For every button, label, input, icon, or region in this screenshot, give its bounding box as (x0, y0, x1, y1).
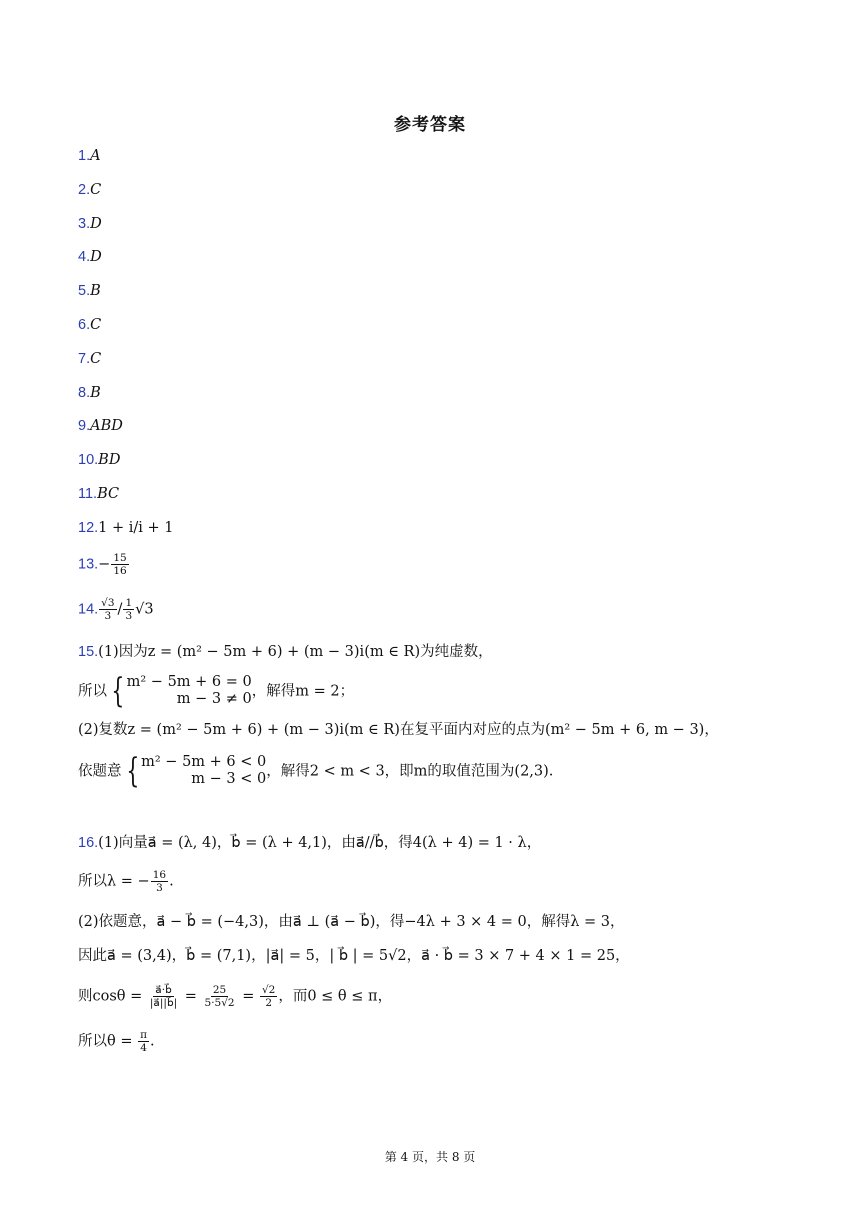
system-row: m² − 5m + 6 = 0 (126, 674, 252, 690)
numerator: 16 (152, 869, 167, 881)
answer-line (78, 217, 102, 232)
q15-line-2 (78, 671, 355, 712)
question-number: 10. (78, 452, 99, 468)
fraction (260, 984, 277, 1009)
question-number: 4. (78, 249, 91, 265)
denominator: 5·5√2 (204, 997, 235, 1010)
answer-line (78, 149, 101, 164)
answer-line (78, 183, 101, 198)
q16-text-2-suffix: . (169, 873, 174, 890)
brace-icon: { (111, 671, 125, 712)
q15-text-4-suffix: ，解得2 < m < 3，即m的取值范围为(2,3). (266, 763, 554, 780)
denominator: 3 (104, 610, 112, 623)
minus-sign: − (98, 556, 111, 573)
question-number: 14. (78, 601, 99, 618)
denominator: |a⃗||b⃗| (149, 997, 178, 1010)
answer-text: C (90, 317, 102, 333)
question-number: 3. (78, 216, 91, 232)
answer-line (78, 419, 123, 434)
fraction (148, 984, 179, 1009)
page-footer: 第 4 页，共 8 页 (384, 1150, 476, 1164)
q16-text-2-prefix: 所以λ = − (78, 873, 150, 890)
numerator: a⃗·b⃗ (155, 984, 172, 996)
q15-text-1: (1)因为z = (m² − 5m + 6) + (m − 3)i(m ∈ R)为纯虚数， (98, 644, 493, 660)
q15-text-2-prefix: 所以 (78, 683, 107, 700)
q15-text-4-prefix: 依题意 (78, 763, 122, 780)
answer-text: D (90, 249, 102, 265)
q15-line-1 (78, 645, 493, 660)
fraction (99, 597, 116, 622)
numerator: 25 (212, 984, 227, 996)
q15-line-3 (78, 723, 719, 738)
question-number: 12. (78, 520, 99, 536)
answer-tail: √3 (135, 601, 154, 618)
fraction (138, 1029, 149, 1054)
separator: / (117, 601, 123, 618)
numerator: √2 (261, 984, 276, 996)
answer-line (78, 487, 119, 502)
answer-line (78, 352, 101, 367)
q16-line-3 (78, 915, 625, 930)
denominator: 3 (156, 882, 163, 895)
question-number: 13. (78, 556, 99, 573)
answer-line (78, 386, 101, 401)
answer-line (78, 284, 101, 299)
denominator: 3 (125, 610, 133, 623)
numerator: 1 (125, 597, 133, 609)
inequality-system (122, 751, 267, 792)
numerator: 15 (113, 552, 127, 564)
question-number: 16. (78, 835, 99, 851)
question-number: 6. (78, 317, 91, 333)
answer-text: BD (98, 452, 121, 468)
q15-line-4 (78, 751, 554, 792)
q16-line-4 (78, 949, 630, 964)
answer-line (78, 453, 120, 468)
system-row: m − 3 ≠ 0 (176, 691, 252, 708)
q15-text-2-suffix: ，解得m = 2； (251, 683, 355, 700)
brace-icon: { (125, 751, 139, 792)
denominator: 2 (265, 997, 272, 1010)
answer-line (78, 318, 101, 333)
q16-text-1: (1)向量a⃗ = (λ, 4)，b⃗ = (λ + 4,1)，由a⃗//b⃗，得4(λ + 4) = 1 · λ， (98, 835, 542, 851)
denominator: 4 (140, 1042, 147, 1055)
q16-line-1 (78, 836, 541, 851)
answer-text: BC (97, 486, 120, 502)
answer-line (78, 250, 102, 265)
fraction (111, 552, 128, 577)
q16-line-6 (78, 1029, 155, 1054)
question-number: 7. (78, 351, 91, 367)
equation-system (107, 671, 252, 712)
answer-text: B (90, 283, 101, 299)
denominator: 16 (113, 565, 127, 578)
q16-text-5-suffix: ，而0 ≤ θ ≤ π， (278, 988, 393, 1005)
system-row: m² − 5m + 6 < 0 (141, 754, 267, 770)
fraction (123, 597, 134, 622)
q16-text-3: (2)依题意，a⃗ − b⃗ = (−4,3)，由a⃗ ⊥ (a⃗ − b⃗)，得−4λ + 3 × 4 = 0，解得λ = 3， (78, 914, 625, 930)
answer-text: D (90, 216, 102, 232)
answer-text: C (90, 351, 102, 367)
q16-text-6-prefix: 所以θ = (78, 1033, 138, 1050)
q16-text-5-prefix: 则cosθ = (78, 988, 147, 1005)
question-number: 8. (78, 385, 91, 401)
question-number: 2. (78, 182, 91, 198)
answer-text: C (90, 182, 102, 198)
q16-text-6-suffix: . (150, 1033, 155, 1050)
answer-text: ABD (90, 418, 123, 434)
q16-line-2 (78, 869, 174, 894)
answer-text: 1 + i/i + 1 (98, 520, 174, 536)
answer-line-13 (78, 552, 130, 577)
numerator: √3 (101, 597, 115, 609)
system-row: m − 3 < 0 (191, 771, 267, 788)
q16-text-4: 因此a⃗ = (3,4)，b⃗ = (7,1)，|a⃗| = 5，| b⃗ | = 5√2，a⃗ · b⃗ = 3 × 7 + 4 × 1 = 25， (78, 948, 630, 964)
q16-line-5 (78, 984, 392, 1009)
answer-line (78, 521, 174, 536)
question-number: 1. (78, 148, 91, 164)
question-number: 11. (78, 486, 98, 502)
question-number: 9. (78, 418, 91, 434)
answer-text: A (90, 148, 101, 164)
answer-line-14 (78, 597, 154, 622)
question-number: 15. (78, 644, 99, 660)
page-title: 参考答案 (394, 115, 466, 135)
q15-text-3: (2)复数z = (m² − 5m + 6) + (m − 3)i(m ∈ R)在复平面内对应的点为(m² − 5m + 6, m − 3)， (78, 722, 719, 738)
equals-sign: = (237, 988, 259, 1005)
answer-text: B (90, 385, 101, 401)
fraction (203, 984, 237, 1009)
equals-sign: = (180, 988, 202, 1005)
numerator: π (140, 1029, 148, 1041)
question-number: 5. (78, 283, 91, 299)
fraction (151, 869, 168, 894)
